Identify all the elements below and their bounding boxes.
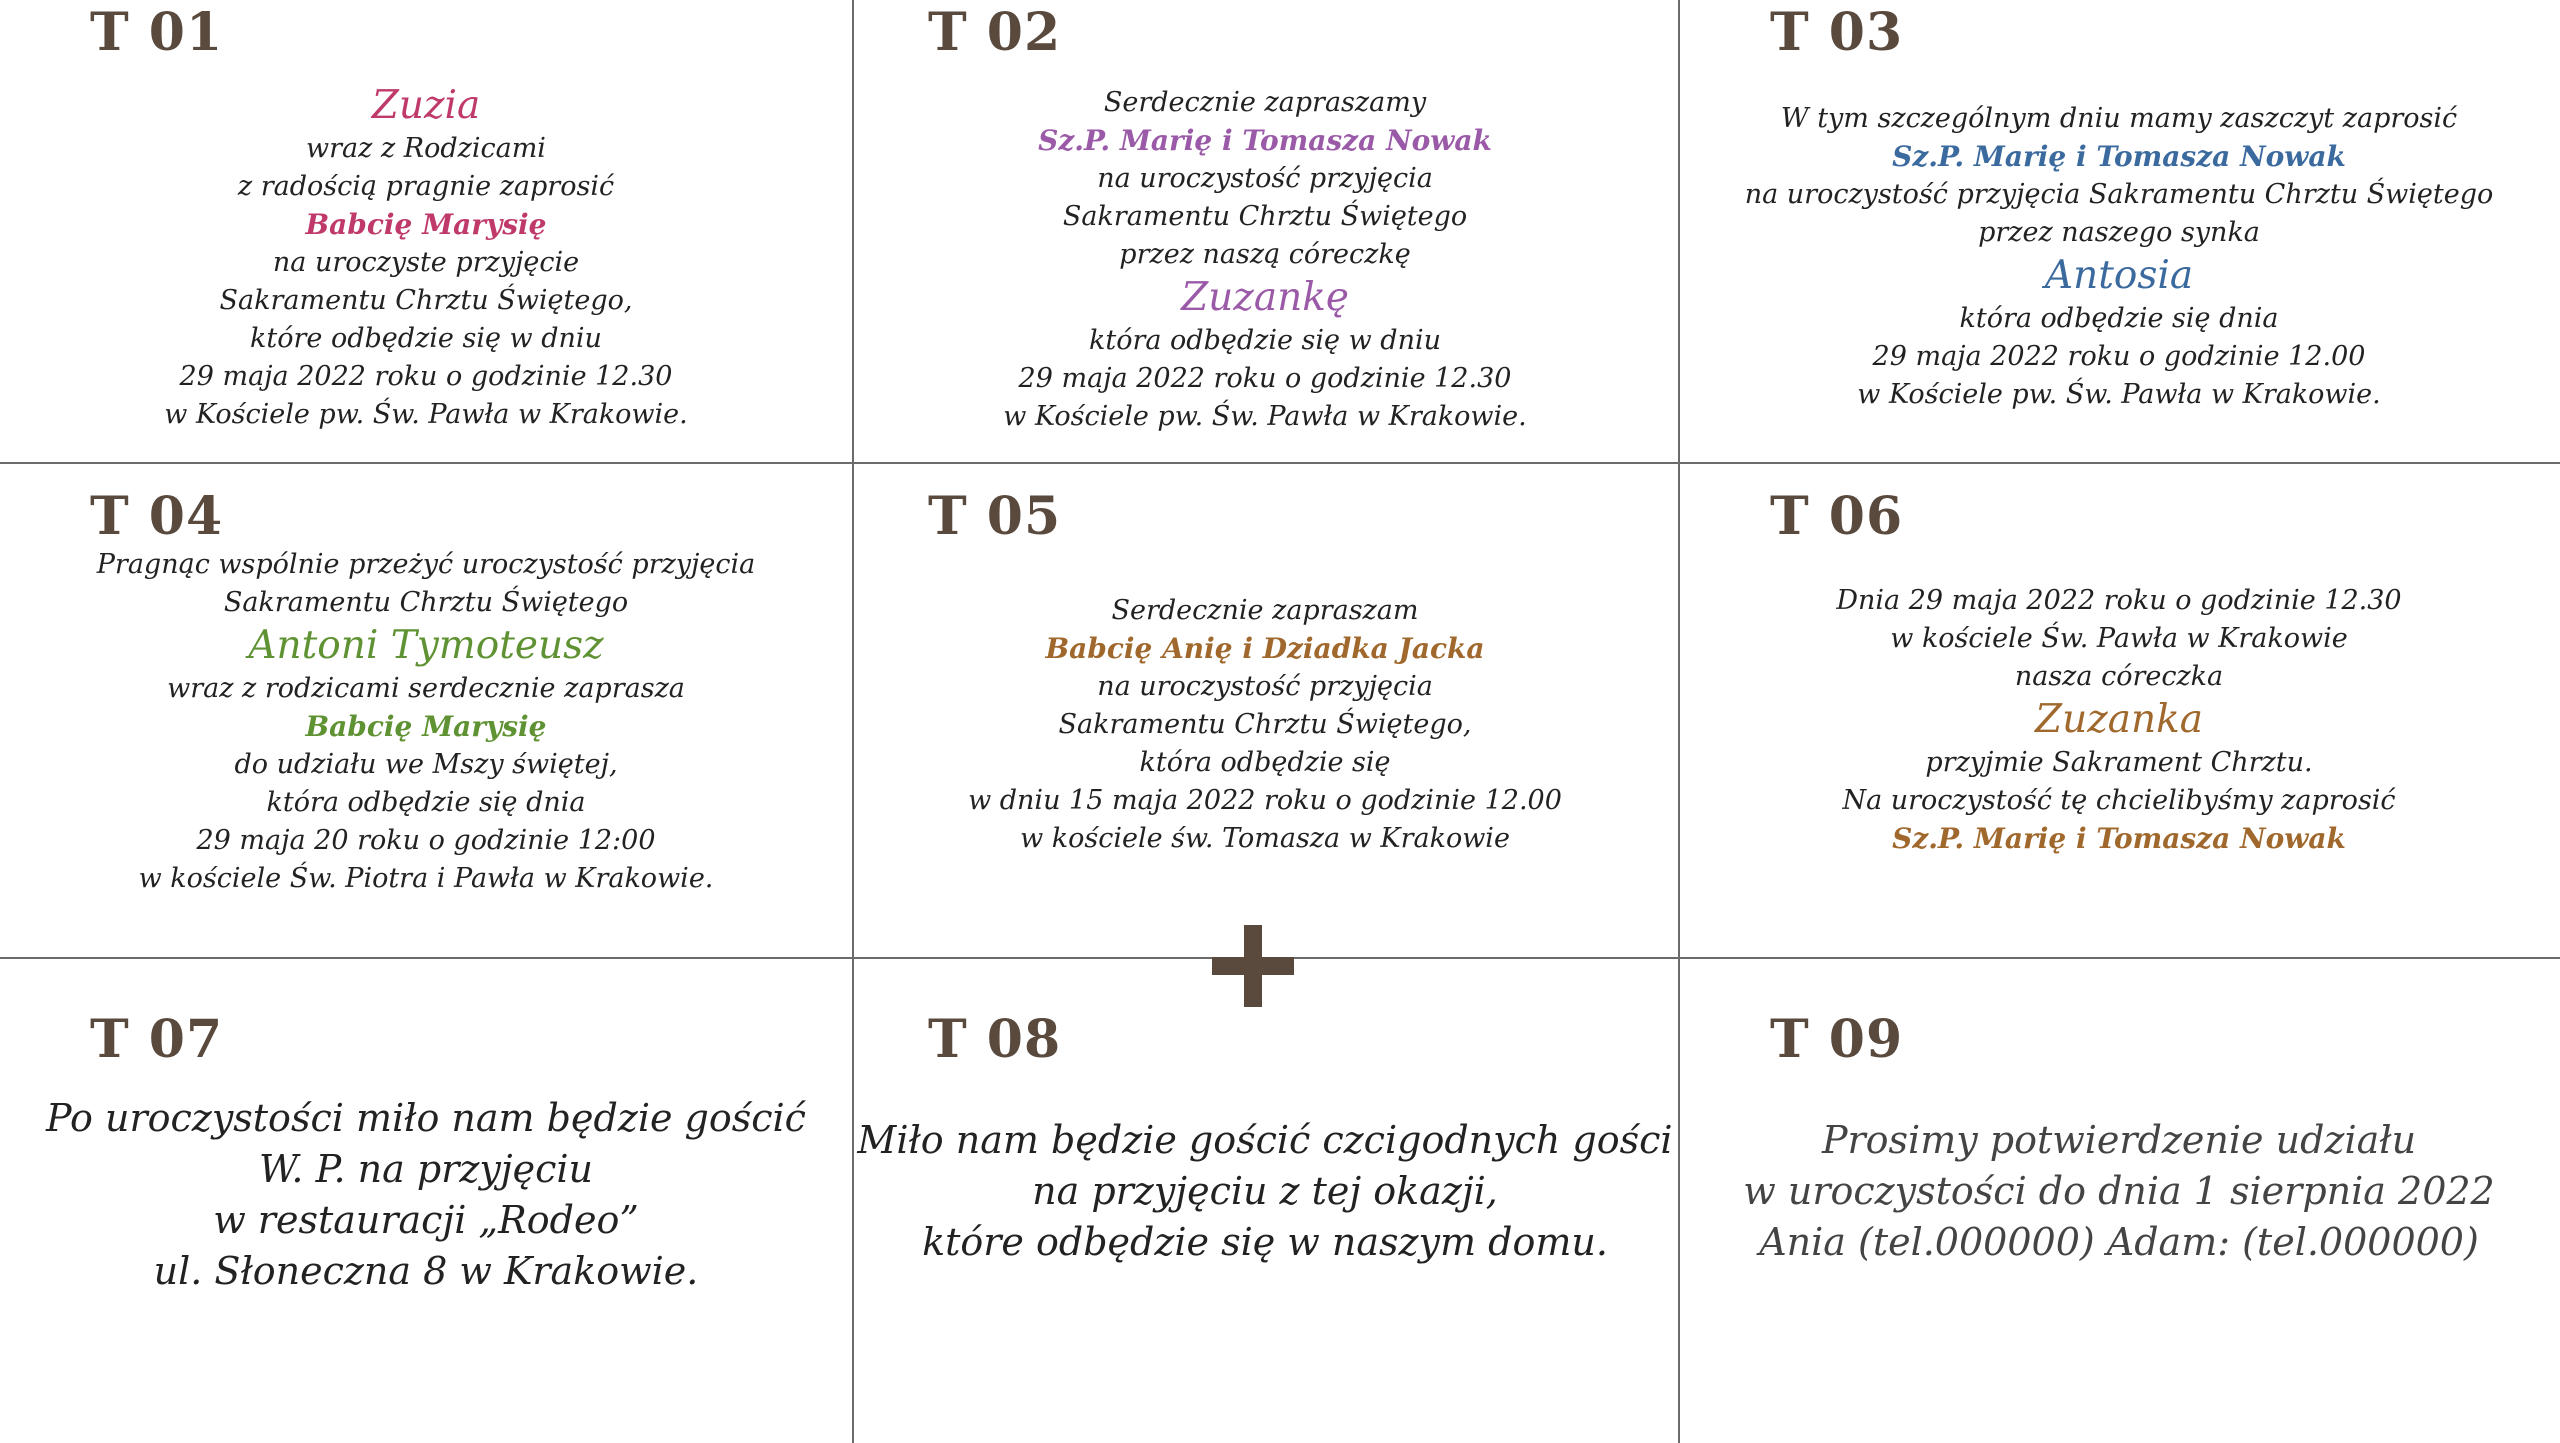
child-name: Zuzanka (2034, 697, 2204, 742)
template-cell-t06[interactable] (1678, 464, 2560, 957)
template-cell-t03[interactable] (1678, 0, 2560, 462)
guest-name: Babcię Marysię (305, 208, 547, 241)
text-line: W tym szczególnym dniu mamy zaszczyt zaprosić (1780, 103, 2458, 134)
template-cell-t02[interactable] (852, 0, 1678, 462)
text-line: na uroczystość przyjęcia Sakramentu Chrztu Świętego (1744, 179, 2494, 210)
guest-name: Sz.P. Marię i Tomasza Nowak (1892, 140, 2346, 173)
text-line: w kościele Św. Pawła w Krakowie (1890, 623, 2348, 654)
text-line: Pragnąc wspólnie przeżyć uroczystość przyjęcia (96, 549, 756, 580)
template-text (852, 1115, 1678, 1268)
text-line: na uroczystość przyjęcia (1097, 671, 1433, 702)
text-line: ul. Słoneczna 8 w Krakowie. (153, 1249, 699, 1293)
text-line: w Kościele pw. Św. Pawła w Krakowie. (1857, 379, 2381, 410)
text-line: w Kościele pw. Św. Pawła w Krakowie. (164, 399, 688, 430)
text-line: W. P. na przyjęciu (259, 1147, 593, 1191)
template-label: T 01 (90, 2, 224, 63)
text-line: na uroczyste przyjęcie (272, 247, 580, 278)
text-line: przez naszego synka (1978, 217, 2260, 248)
template-cell-t05[interactable] (852, 464, 1678, 957)
text-line: która odbędzie się dnia (1959, 303, 2279, 334)
template-text (1678, 100, 2560, 414)
child-name: Zuzia (371, 83, 481, 128)
text-line: Na uroczystość tę chcielibyśmy zaprosić (1842, 785, 2396, 816)
template-label: T 05 (928, 486, 1062, 547)
text-line: 29 maja 2022 roku o godzinie 12.30 (179, 361, 673, 392)
template-cell-t01[interactable] (0, 0, 852, 462)
template-text (1678, 1115, 2560, 1268)
text-line: Serdecznie zapraszam (1111, 595, 1419, 626)
template-cell-t04[interactable] (0, 464, 852, 957)
text-line: Sakramentu Chrztu Świętego (223, 587, 629, 618)
text-line: Serdecznie zapraszamy (1103, 87, 1427, 118)
template-text (0, 82, 852, 434)
template-text (0, 1093, 852, 1297)
text-line: które odbędzie się w naszym domu. (922, 1220, 1608, 1264)
text-line: w dniu 15 maja 2022 roku o godzinie 12.00 (968, 785, 1562, 816)
text-line: przez naszą córeczkę (1119, 239, 1411, 270)
child-name: Zuzankę (1181, 275, 1349, 320)
template-cell-t09[interactable] (1678, 959, 2560, 1443)
text-line: które odbędzie się w dniu (250, 323, 602, 354)
text-line: która odbędzie się (1139, 747, 1391, 778)
template-cell-t07[interactable] (0, 959, 852, 1443)
guest-name: Sz.P. Marię i Tomasza Nowak (1892, 822, 2346, 855)
template-text (1678, 582, 2560, 858)
text-line: w restauracji „Rodeo” (213, 1198, 639, 1242)
text-line: 29 maja 2022 roku o godzinie 12.00 (1872, 341, 2366, 372)
text-line: 29 maja 2022 roku o godzinie 12.30 (1018, 363, 1512, 394)
template-text (852, 592, 1678, 858)
template-label: T 09 (1770, 1009, 1904, 1070)
text-line: w kościele Św. Piotra i Pawła w Krakowie. (138, 863, 714, 894)
template-cell-t08[interactable] (852, 959, 1678, 1443)
child-name: Antosia (2044, 253, 2194, 298)
text-line: na uroczystość przyjęcia (1097, 163, 1433, 194)
template-text (0, 546, 852, 898)
text-line: Miło nam będzie gościć czcigodnych gości (857, 1118, 1673, 1162)
template-label: T 06 (1770, 486, 1904, 547)
text-line: 29 maja 20 roku o godzinie 12:00 (196, 825, 656, 856)
text-line: Po uroczystości miło nam będzie gościć (46, 1096, 806, 1140)
guest-name: Babcię Anię i Dziadka Jacka (1045, 632, 1485, 665)
text-line: przyjmie Sakrament Chrztu. (1925, 747, 2313, 778)
text-line: Sakramentu Chrztu Świętego, (1058, 709, 1472, 740)
text-line: Sakramentu Chrztu Świętego, (219, 285, 633, 316)
template-label: T 08 (928, 1009, 1062, 1070)
text-line: nasza córeczka (2014, 661, 2224, 692)
text-line: która odbędzie się dnia (266, 787, 586, 818)
text-line: Dnia 29 maja 2022 roku o godzinie 12.30 (1836, 585, 2402, 616)
guest-name: Babcię Marysię (305, 710, 547, 743)
template-text (852, 84, 1678, 436)
text-line: w uroczystości do dnia 1 sierpnia 2022 (1743, 1169, 2495, 1213)
text-line: do udziału we Mszy świętej, (234, 749, 618, 780)
text-line: wraz z rodzicami serdecznie zaprasza (167, 673, 685, 704)
text-line: wraz z Rodzicami (306, 133, 546, 164)
template-label: T 07 (90, 1009, 224, 1070)
text-line: z radością pragnie zaprosić (237, 171, 615, 202)
text-line: która odbędzie się w dniu (1088, 325, 1441, 356)
cross-icon (1212, 925, 1294, 1007)
guest-name: Sz.P. Marię i Tomasza Nowak (1038, 124, 1492, 157)
text-line: w kościele św. Tomasza w Krakowie (1020, 823, 1510, 854)
text-line: Prosimy potwierdzenie udziału (1821, 1118, 2417, 1162)
template-label: T 04 (90, 486, 224, 547)
child-name: Antoni Tymoteusz (248, 623, 604, 668)
template-label: T 02 (928, 2, 1062, 63)
template-label: T 03 (1770, 2, 1904, 63)
text-line: na przyjęciu z tej okazji, (1032, 1169, 1498, 1213)
text-line: w Kościele pw. Św. Pawła w Krakowie. (1003, 401, 1527, 432)
text-line: Sakramentu Chrztu Świętego (1062, 201, 1468, 232)
text-line: Ania (tel.000000) Adam: (tel.000000) (1759, 1220, 2479, 1264)
